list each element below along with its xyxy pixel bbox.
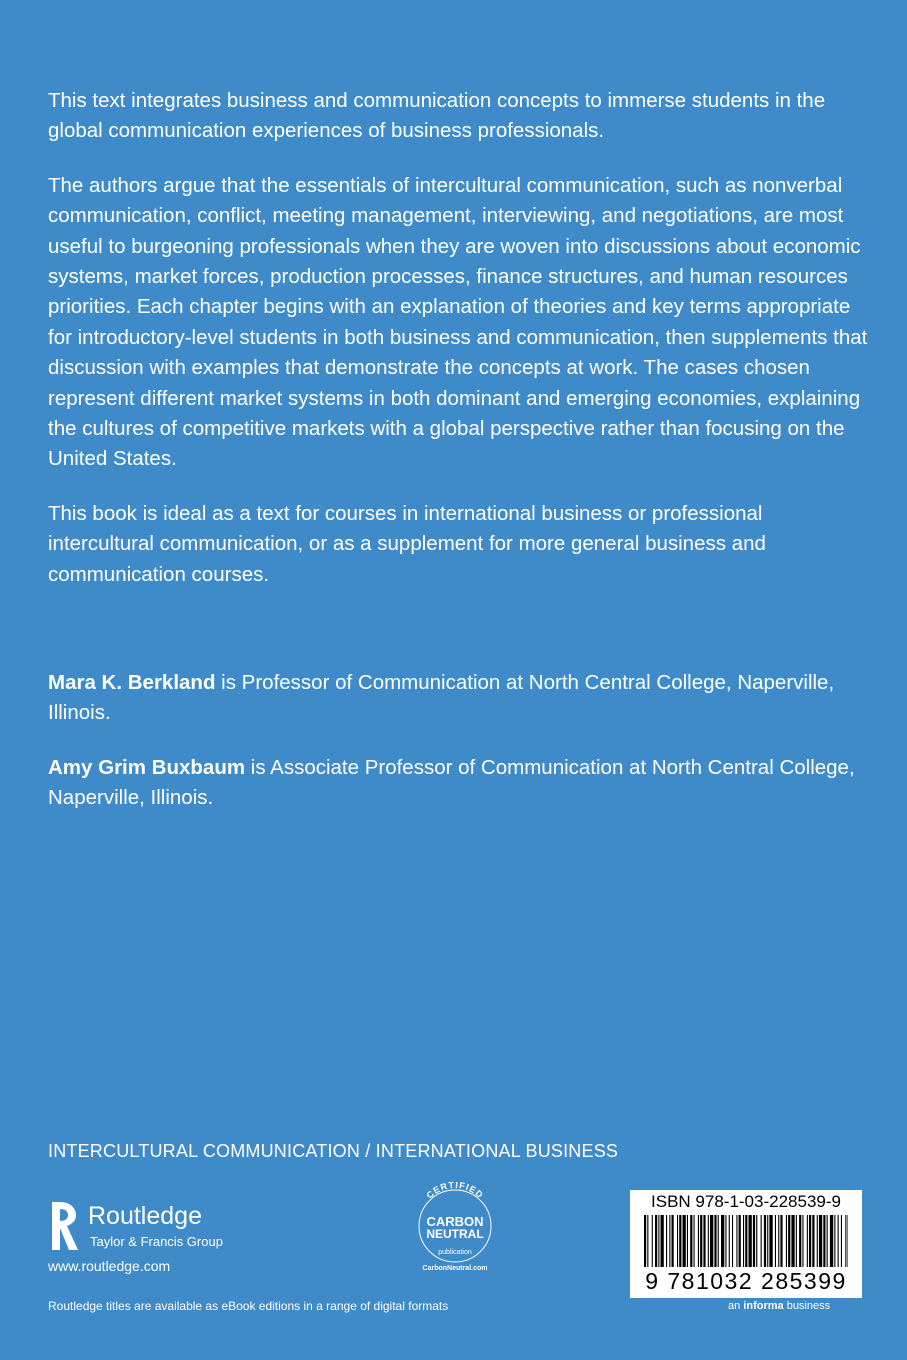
informa-prefix: an	[728, 1300, 744, 1312]
barcode-bar	[739, 1215, 741, 1267]
seal-url-text: CarbonNeutral.com	[422, 1265, 488, 1272]
barcode-bar	[669, 1215, 670, 1267]
barcode-bar	[677, 1215, 678, 1267]
barcode-bar	[802, 1215, 803, 1267]
blurb-paragraph-2: The authors argue that the essentials of intercultural communication, such as nonverbal communication, conflict, meeting management, interviewing, and negotiations, are most useful to burgeoning professionals when they are woven into discussions about economic systems, market forces, production processes, finance structures, and human resources priorities. Each chapter begins with an explanation of theories and key terms appropriate for introductory-level students in both business and communication, then supplements that discussion with examples that demonstrate the concepts at work. The cases chosen represent different market systems in both dominant and emerging economies, explaining the cultures of competitive markets with a global perspective rather than focusing on the United States.	[48, 173, 868, 471]
barcode-bar	[834, 1215, 835, 1267]
barcode-bar	[812, 1215, 814, 1267]
barcode-digits: 9 781032 285399	[645, 1268, 847, 1294]
publisher-website: www.routledge.com	[48, 1258, 171, 1274]
barcode-bar	[817, 1215, 818, 1267]
blurb-paragraph-1: This text integrates business and communication concepts to immerse students in the global communication experiences of business professionals.	[48, 89, 826, 143]
barcode-bar	[687, 1215, 688, 1267]
barcode-bar	[698, 1215, 699, 1267]
informa-bold: informa	[743, 1300, 784, 1312]
barcode-bar	[823, 1215, 825, 1267]
barcode-bar	[703, 1215, 705, 1267]
barcode-bar	[753, 1215, 755, 1267]
seal-publication-text: publication	[438, 1249, 472, 1256]
author-bio-1	[48, 668, 868, 729]
barcode-bar	[756, 1215, 757, 1267]
barcode-bar	[718, 1215, 719, 1267]
barcode-bar	[819, 1215, 822, 1267]
barcode-bar	[655, 1215, 657, 1267]
barcode-bar	[690, 1215, 692, 1267]
barcode-bar	[694, 1215, 695, 1267]
routledge-logo-icon	[46, 1200, 82, 1254]
barcode-bar	[714, 1215, 716, 1267]
barcode-bar	[827, 1215, 828, 1267]
blurb-paragraph-3: This book is ideal as a text for courses in international business or professional intercultural communication, or as a supplement for more general business and communication courses.	[48, 501, 766, 586]
barcode-bar	[761, 1215, 762, 1267]
barcode-bar	[683, 1215, 686, 1267]
barcode-bar	[679, 1215, 681, 1267]
barcode-bar	[848, 1215, 849, 1267]
isbn-text: ISBN 978-1-03-228539-9	[651, 1192, 841, 1211]
author-bio-2	[48, 753, 868, 814]
barcode-bar	[838, 1215, 839, 1267]
barcode-bar	[666, 1215, 667, 1267]
barcode-bar	[796, 1215, 797, 1267]
barcode-bar	[729, 1215, 730, 1267]
barcode-bar	[708, 1215, 709, 1267]
author-name-1: Mara K. Berkland	[48, 671, 216, 694]
ebook-availability-note: Routledge titles are available as eBook editions in a range of digital formats	[48, 1299, 449, 1313]
barcode-bar	[799, 1215, 801, 1267]
routledge-logo-vertical-text: ROUTLEDGE	[46, 1217, 52, 1252]
barcode-bar	[780, 1215, 782, 1267]
barcode-bar	[743, 1215, 744, 1267]
barcode-bar	[661, 1215, 664, 1267]
subject-category: INTERCULTURAL COMMUNICATION / INTERNATIONAL BUSINESS	[48, 1141, 619, 1161]
barcode-bar	[786, 1215, 787, 1267]
back-cover-blurb	[48, 86, 868, 614]
author-name-2: Amy Grim Buxbaum	[48, 755, 246, 779]
barcode-bar	[725, 1215, 726, 1267]
publisher-group: Taylor & Francis Group	[90, 1234, 223, 1249]
barcode-bar	[809, 1215, 811, 1267]
barcode-bar	[672, 1215, 674, 1267]
author-bios	[48, 668, 868, 838]
barcode-bar	[775, 1215, 776, 1267]
barcode-bar	[710, 1215, 713, 1267]
barcode-bar	[767, 1215, 768, 1267]
barcode-bar	[791, 1215, 794, 1267]
barcode-bar	[647, 1215, 648, 1267]
barcode-bar	[745, 1215, 747, 1267]
informa-tagline	[728, 1300, 830, 1312]
barcode-bar	[721, 1215, 724, 1267]
barcode-bar	[830, 1215, 833, 1267]
barcode-bar	[769, 1215, 772, 1267]
barcode-bar	[778, 1215, 779, 1267]
barcode-bar	[736, 1215, 737, 1267]
barcode-bar	[845, 1215, 846, 1267]
barcode-bar	[807, 1215, 808, 1267]
seal-carbon-text: CARBON	[426, 1214, 484, 1229]
carbon-neutral-seal-icon	[405, 1182, 505, 1278]
barcode-bar	[841, 1215, 842, 1267]
barcode-bars	[644, 1215, 848, 1267]
seal-neutral-text: NEUTRAL	[426, 1227, 484, 1241]
isbn-barcode	[630, 1190, 862, 1298]
author-bio-text-2: is Associate Professor of Communication at North Central College, Naperville, Illinois.	[48, 755, 855, 810]
barcode-bar	[764, 1215, 766, 1267]
barcode-bar	[700, 1215, 702, 1267]
author-bio-text-1: is Professor of Communication at North Central College, Naperville, Illinois.	[48, 671, 835, 725]
svg-text:CERTIFIED	[424, 1182, 485, 1200]
barcode-bar	[788, 1215, 790, 1267]
barcode-bar	[652, 1215, 653, 1267]
barcode-bar	[644, 1215, 646, 1267]
barcode-bar	[732, 1215, 733, 1267]
informa-suffix: business	[783, 1300, 831, 1312]
seal-certified-text: CERTIFIED	[424, 1182, 486, 1201]
barcode-bar	[658, 1215, 659, 1267]
barcode-bar	[749, 1215, 752, 1267]
publisher-name: Routledge	[88, 1202, 202, 1230]
